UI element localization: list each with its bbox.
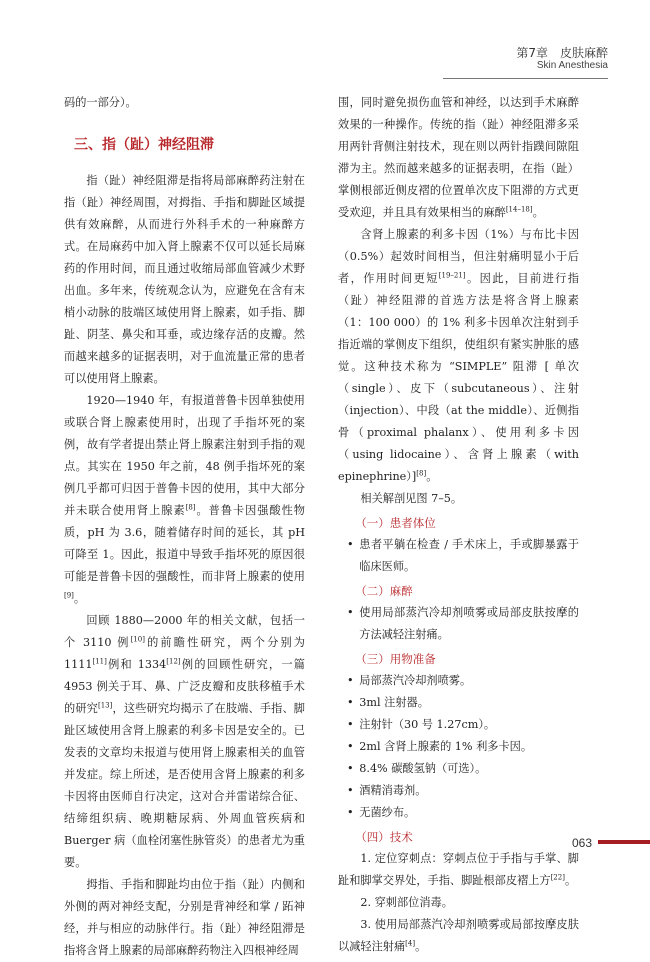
text: 局部蒸汽冷却剂喷雾。 [359,674,472,687]
text: 无菌纱布。 [359,806,416,819]
page-number: 063 [572,836,593,850]
text: 2ml 含肾上腺素的 1% 利多卡因。 [359,740,533,753]
paragraph: 相关解剖见图 7–5。 [360,492,463,505]
text: 含肾上腺素的利多卡因（1%）与布比卡因（0.5%）起效时间相当，但注射痛明显小于后者，作用时间更短 [338,228,579,285]
list-item [338,780,579,802]
text: 。因此，目前进行指（趾）神经阻滞的首选方法是将含肾上腺素（1：100 000）的 1% 利多卡因单次注射到手指近端的掌侧皮下组织，使组织有紧实肿胀的感觉。这种技术称为 “SIMPLE” 阻滞 [ 单次（single）、皮下（subcutaneous）、注射（injection）、中段（at the middle）、近侧指骨（proximal phalanx）、使用利多卡因（using lidocaine）、含肾上腺素（with epinephrine）] [338,272,579,483]
text: 围，同时避免损伤血管和神经，以达到手术麻醉效果的一种操作。传统的指（趾）神经阻滞多采用两针背侧注射技术，现在则以两针指蹼间隙阻滞为主。然而越来越多的证据表明，在指（趾）掌侧根部近侧皮褶的位置单次皮下阻滞的方式更受欢迎，并且具有效果相当的麻醉 [338,96,579,219]
citation: [22] [550,873,565,882]
text: 患者平躺在检查 / 手术床上，手或脚暴露于临床医师。 [359,538,579,573]
text: 例的回顾性研究，一篇 4953 例关于耳、鼻、广泛皮瓣和皮肤移植手术的研究 [64,658,305,715]
chapter-title-en: Skin Anesthesia [536,60,608,71]
text: 。 [564,874,577,887]
text: 。普鲁卡因强酸性物质，pH 为 3.6，随着储存时间的延长，其 pH 可降至 1。因此，报道中导致手指坏死的原因很可能是普鲁卡因的强酸性，而非肾上腺素的使用 [64,504,305,583]
text: 3ml 注射器。 [359,696,429,709]
step [338,914,579,958]
bullet-icon: • [346,674,354,687]
paragraph [64,390,305,610]
text: 。 [532,206,544,219]
list-item [338,758,579,780]
text: 注射针（30 号 1.27cm）。 [359,718,496,731]
citation: [4] [405,939,416,948]
bullet-icon: • [346,538,354,551]
citation: [11] [92,657,107,666]
running-header [0,0,650,80]
citation: [10] [130,635,145,644]
text: 使用局部蒸汽冷却剂喷雾或局部皮肤按摩的方法减轻注射痛。 [359,606,579,641]
citation: [8] [416,469,427,478]
text: 。 [73,592,86,605]
citation: [14–18] [505,205,533,214]
text: 8.4% 碳酸氢钠（可选）。 [359,762,487,775]
list-item [338,534,579,578]
text: 酒精消毒剂。 [359,784,427,797]
bullet-icon: • [346,806,354,819]
list-item [338,802,579,824]
list-item [338,736,579,758]
bullet-icon: • [346,606,354,619]
right-column [338,92,579,958]
text: ，这些研究均揭示了在肢端、手指、脚趾区域使用含肾上腺素的利多卡因是安全的。已发表的文章均未报道与使用肾上腺素相关的血管并发症。综上所述，是否使用含肾上腺素的利多卡因将由医师自行决定，这对合并雷诺综合征、结缔组织病、晚期糖尿病、外周血管疾病和 Buerger 病（血栓闭塞性脉管炎）的患者尤为重要。 [64,702,305,869]
header-rule [443,78,608,79]
citation: [8] [185,503,196,512]
text: 。 [415,940,427,953]
text: 3. 使用局部蒸汽冷却剂喷雾或局部按摩皮肤以减轻注射痛 [338,918,579,953]
paragraph [338,224,579,488]
paragraph: 码的一部分）。 [64,96,137,109]
bullet-icon: • [346,784,354,797]
paragraph [64,610,305,874]
list-item [338,602,579,646]
list-item [338,692,579,714]
text: 1. 定位穿刺点：穿刺点位于手指与手掌、脚趾和脚掌交界处，手指、脚趾根部皮褶上方 [338,852,579,887]
subsection-heading: （四）技术 [355,830,413,844]
list-item [338,670,579,692]
citation: [19–21] [438,271,466,280]
paragraph: 拇指、手指和脚趾均由位于指（趾）内侧和外侧的两对神经支配，分别是背神经和掌 / 跖神经，并与相应的动脉伴行。指（趾）神经阻滞是指将含肾上腺素的局部麻醉药物注入四根神经周 [64,878,305,957]
citation: [12] [166,657,181,666]
bullet-icon: • [346,718,354,731]
section-heading: 三、指（趾）神经阻滞 [74,137,214,153]
text: 。 [426,470,438,483]
step: 2. 穿刺部位消毒。 [360,896,453,909]
citation: [9] [64,591,74,600]
bullet-icon: • [346,740,354,753]
subsection-heading: （三）用物准备 [355,652,436,666]
text: 的前瞻性研究，两个分别为 1111 [64,636,305,671]
subsection-heading: （一）患者体位 [355,516,436,530]
paragraph [338,92,579,224]
left-column [64,92,305,962]
list-item [338,714,579,736]
citation: [13] [98,701,113,710]
paragraph: 指（趾）神经阻滞是指将局部麻醉药注射在指（趾）神经周围，对拇指、手指和脚趾区域提供有效麻醉，从而进行外科手术的一种麻醉方式。在局麻药中加入肾上腺素不仅可以延长局麻药的作用时间，而且通过收缩局部血管减少术野出血。多年来，传统观念认为，应避免在含有末梢小动脉的肢端区域使用肾上腺素，如手指、脚趾、阴茎、鼻尖和耳垂，或边缘存活的皮瓣。然而越来越多的证据表明，对于血流量正常的患者可以使用肾上腺素。 [64,174,305,385]
footer-accent-bar [598,840,650,844]
text: 1920—1940 年，有报道普鲁卡因单独使用或联合肾上腺素使用时，出现了手指坏死的案例，故有学者提出禁止肾上腺素注射到手指的观点。其实在 1950 年之前，48 例手指坏死的案例几乎都可归因于普鲁卡因的使用，其中大部分并未联合使用肾上腺素 [64,394,305,517]
subsection-heading: （二）麻醉 [355,584,413,598]
text: 例和 1334 [106,658,167,671]
chapter-title: 第7章 皮肤麻醉 [516,46,608,60]
bullet-icon: • [346,762,354,775]
step [338,848,579,892]
text: 回顾 1880—2000 年的相关文献，包括一个 3110 例 [64,614,305,649]
bullet-icon: • [346,696,354,709]
